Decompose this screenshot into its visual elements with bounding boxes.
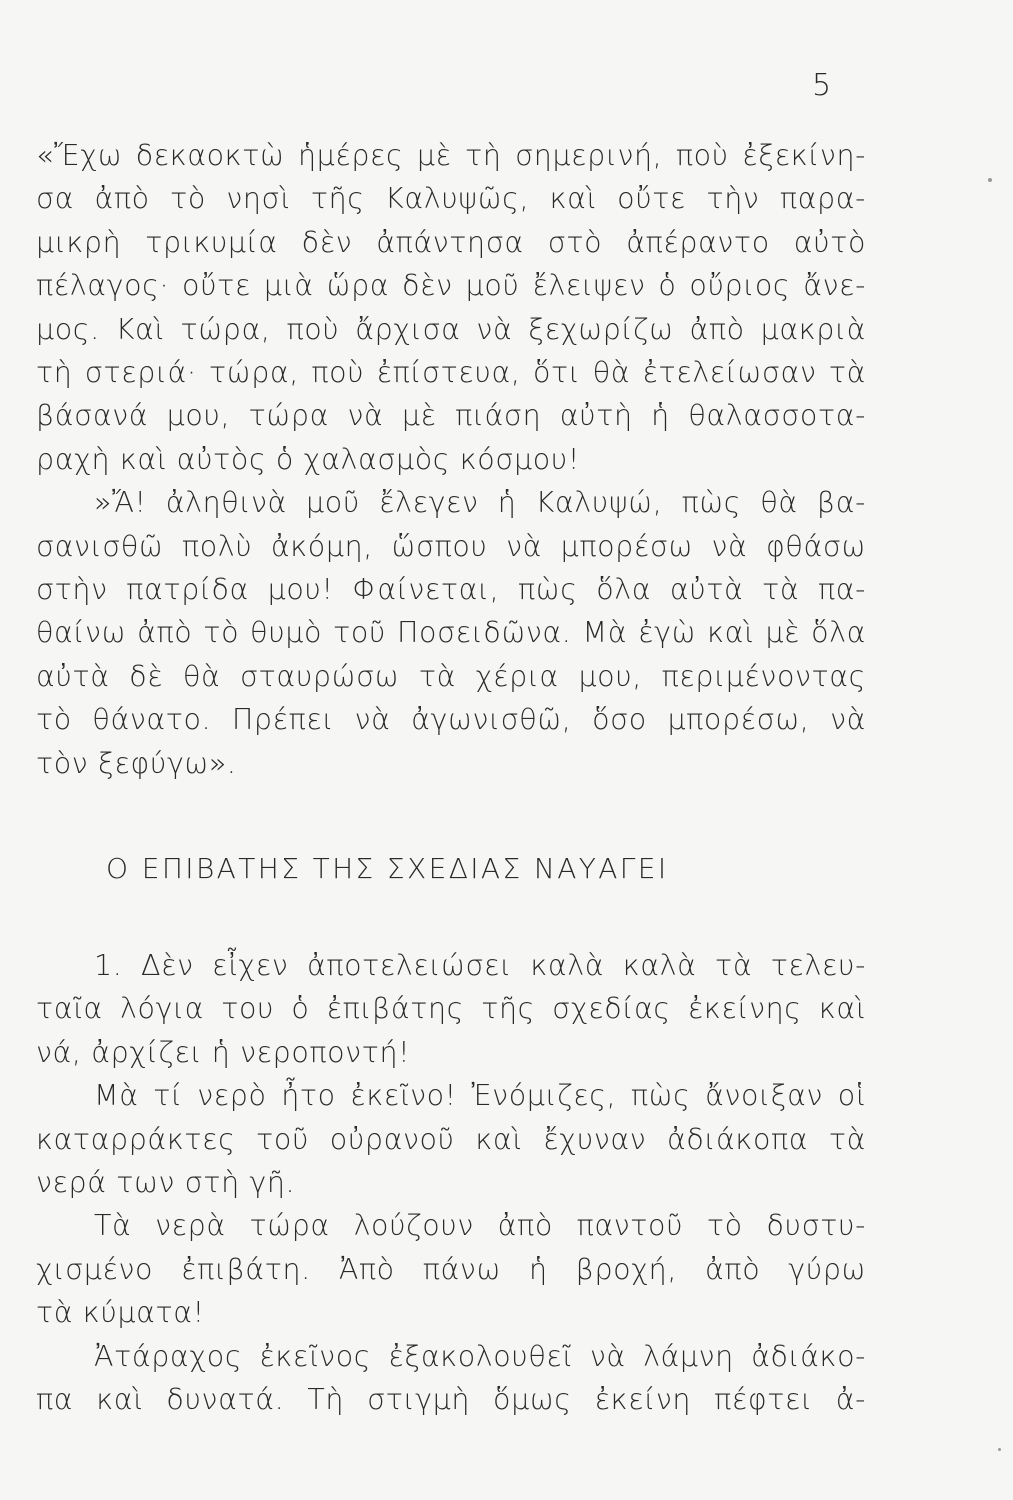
text-line: σα ἀπὸ τὸ νησὶ τῆς Καλυψῶς, καὶ οὔτε τὴν παρα- bbox=[36, 182, 866, 216]
text-line: »Ἄ! ἀληθινὰ μοῦ ἔλεγεν ἡ Καλυψώ, πὼς θὰ βα- bbox=[94, 486, 866, 520]
text-line: Ἀτάραχος ἐκεῖνος ἐξακολουθεῖ νὰ λάμνη ἀδιάκο- bbox=[94, 1339, 866, 1373]
text-line: 1. Δὲν εἶχεν ἀποτελειώσει καλὰ καλὰ τὰ τελευ- bbox=[94, 949, 866, 982]
section-heading: Ο ΕΠΙΒΑΤΗΣ ΤΗΣ ΣΧΕΔΙΑΣ ΝΑΥΑΓΕΙ bbox=[106, 852, 669, 885]
text-line: τὰ κύματα! bbox=[36, 1296, 205, 1330]
text-line: ραχὴ καὶ αὐτὸς ὁ χαλασμὸς κόσμου! bbox=[36, 442, 580, 476]
text-line: θαίνω ἀπὸ τὸ θυμὸ τοῦ Ποσειδῶνα. Μὰ ἐγὼ καὶ μὲ ὅλα bbox=[36, 616, 866, 650]
text-line: αὐτὰ δὲ θὰ σταυρώσω τὰ χέρια μου, περιμένοντας bbox=[36, 659, 866, 693]
text-line: πέλαγος· οὔτε μιὰ ὥρα δὲν μοῦ ἔλειψεν ὁ οὔριος ἄνε- bbox=[36, 269, 866, 303]
text-line: μος. Καὶ τώρα, ποὺ ἄρχισα νὰ ξεχωρίζω ἀπὸ μακριὰ bbox=[36, 312, 866, 346]
text-line: Μὰ τί νερὸ ἦτο ἐκεῖνο! Ἐνόμιζες, πὼς ἄνοιξαν οἱ bbox=[94, 1079, 866, 1113]
text-line: ταῖα λόγια του ὁ ἐπιβάτης τῆς σχεδίας ἐκείνης καὶ bbox=[36, 992, 866, 1026]
text-line: μικρὴ τρικυμία δὲν ἀπάντησα στὸ ἀπέραντο αὐτὸ bbox=[36, 225, 866, 259]
text-line: χισμένο ἐπιβάτη. Ἀπὸ πάνω ἡ βροχή, ἀπὸ γύρω bbox=[36, 1252, 866, 1286]
page-number: 5 bbox=[812, 68, 832, 103]
paragraph-block-narrative bbox=[36, 944, 866, 1421]
text-line: τὸν ξεφύγω». bbox=[36, 746, 237, 780]
text-line: νά, ἀρχίζει ἡ νεροποντή! bbox=[36, 1035, 411, 1069]
text-line: Τὰ νερὰ τώρα λούζουν ἀπὸ παντοῦ τὸ δυστυ- bbox=[94, 1209, 866, 1243]
text-line: «Ἔχω δεκαοκτὼ ἡμέρες μὲ τὴ σημερινή, ποὺ ἐξεκίνη- bbox=[36, 139, 866, 172]
paper-speck bbox=[998, 1448, 1001, 1451]
paragraph-block-speech bbox=[36, 134, 866, 785]
text-line: πα καὶ δυνατά. Τὴ στιγμὴ ὅμως ἐκείνη πέφτει ἀ- bbox=[36, 1383, 866, 1417]
text-line: τὴ στεριά· τώρα, ποὺ ἐπίστευα, ὅτι θὰ ἐτελείωσαν τὰ bbox=[36, 356, 866, 390]
text-line: βάσανά μου, τώρα νὰ μὲ πιάση αὐτὴ ἡ θαλασσοτα- bbox=[36, 399, 866, 433]
text-line: στὴν πατρίδα μου! Φαίνεται, πὼς ὅλα αὐτὰ τὰ πα- bbox=[36, 573, 866, 607]
text-line: τὸ θάνατο. Πρέπει νὰ ἀγωνισθῶ, ὅσο μπορέσω, νὰ bbox=[36, 703, 866, 737]
text-line: νερά των στὴ γῆ. bbox=[36, 1166, 296, 1200]
text-line: σανισθῶ πολὺ ἀκόμη, ὥσπου νὰ μπορέσω νὰ φθάσω bbox=[36, 529, 866, 563]
text-line: καταρράκτες τοῦ οὐρανοῦ καὶ ἔχυναν ἀδιάκοπα τὰ bbox=[36, 1122, 866, 1156]
paper-speck bbox=[988, 178, 992, 182]
